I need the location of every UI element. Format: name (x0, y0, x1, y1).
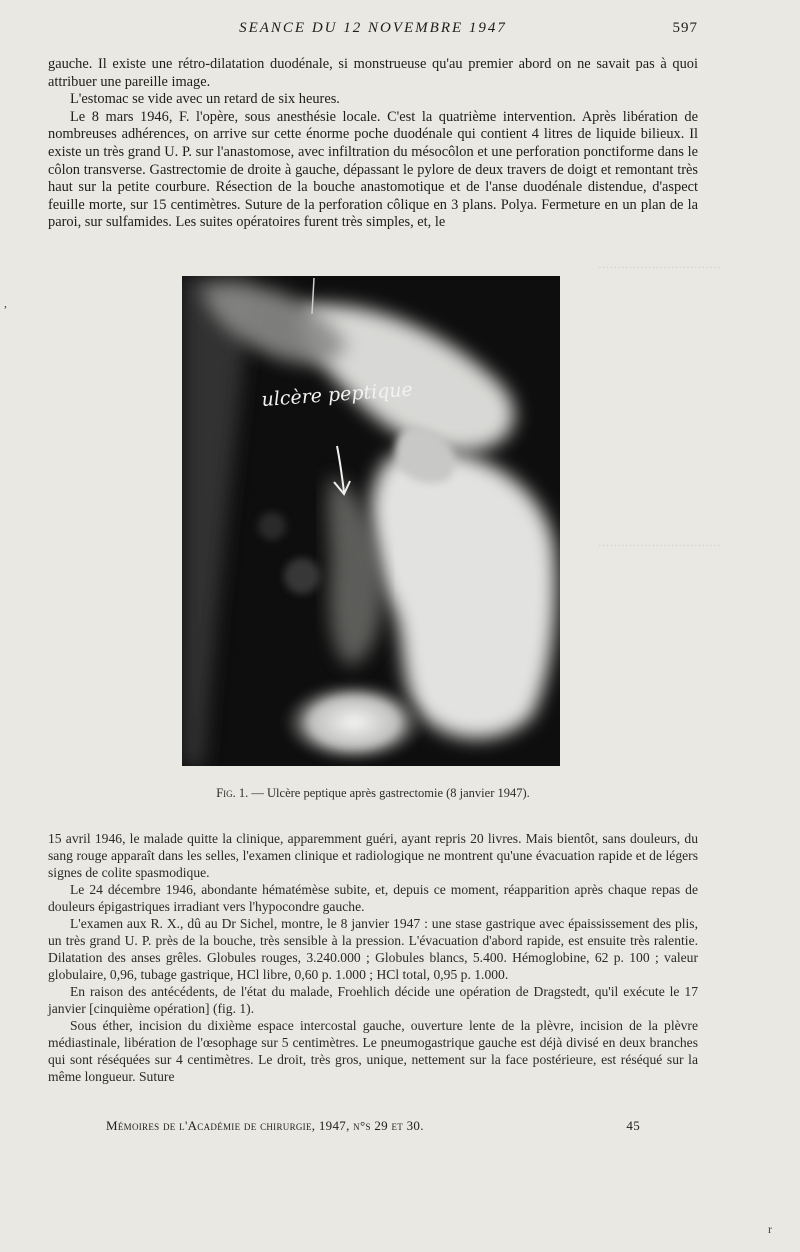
footer-sheet-number: 45 (626, 1118, 640, 1133)
paragraph: Le 24 décembre 1946, abondante hématémèse subite, et, depuis ce moment, réapparition après chaque repas de douleurs épigastriques irradiant vers l'hypocondre gauche. (48, 882, 698, 914)
text-block-top (48, 56, 698, 232)
figure-caption-text: — Ulcère peptique après gastrectomie (8 janvier 1947). (251, 786, 530, 800)
figure-caption (48, 786, 698, 801)
paragraph: gauche. Il existe une rétro-dilatation duodénale, si monstrueuse qu'au premier abord on ne savait pas à quoi attribuer une pareille image. (48, 56, 698, 90)
bleed-through-text: ································ (598, 540, 721, 552)
page-number: 597 (672, 20, 698, 36)
bleed-through-text: ································ (598, 262, 721, 274)
handwritten-label: ulcère peptique (260, 378, 414, 411)
xray-image (182, 276, 560, 766)
paragraph: Le 8 mars 1946, F. l'opère, sous anesthésie locale. C'est la quatrième intervention. Après libération de nombreuses adhérences, on arrive sur cette énorme poche duodénale qui contient 4 litres de liquide bilieux. Il existe un très grand U. P. sur l'anastomose, avec infiltration du mésocôlon et une perforation ponctiforme dans le côlon transverse. Gastrectomie de droite à gauche, dépassant le pylore de deux travers de doigt et remontant très haut sur la petite courbure. Résection de la bouche anastomotique et de l'anse duodénale distendue, d'aspect feuille morte, sur 15 centimètres. Suture de la perforation côlique en 3 plans. Polya. Fermeture en un plan de la paroi, sur sulfamides. Les suites opératoires furent très simples, et, le (48, 108, 698, 231)
margin-mark: r (768, 1222, 772, 1236)
paragraph: L'estomac se vide avec un retard de six heures. (70, 91, 340, 108)
paragraph: Sous éther, incision du dixième espace intercostal gauche, ouverture lente de la plèvre, incision de la plèvre médiastinale, libération de l'œsophage sur 5 centimètres. Le pneumogastrique gauche est déjà divisé en deux branches qui sont réséquées sur 4 centimètres. Le droit, très gros, unique, nettement sur la face postérieure, est réséqué sur la même longueur. Suture (48, 1018, 698, 1084)
xray-figure (182, 276, 560, 766)
margin-mark: , (4, 296, 7, 310)
text-block-bottom (48, 830, 698, 1085)
footer-journal: Mémoires de l'Académie de chirurgie, 1947, n°s 29 et 30. (106, 1118, 424, 1133)
header-title: SEANCE DU 12 NOVEMBRE 1947 (239, 20, 507, 36)
paragraph: En raison des antécédents, de l'état du malade, Froehlich décide une opération de Dragstedt, qu'il exécute le 17 janvier [cinquième opération] (fig. 1). (48, 984, 698, 1016)
paragraph: L'examen aux R. X., dû au Dr Sichel, montre, le 8 janvier 1947 : une stase gastrique avec épaississement des plis, un très grand U. P. près de la bouche, très sensible à la pression. L'évacuation d'abord rapide, est ensuite très ralentie. Dilatation des anses grêles. Globules rouges, 3.240.000 ; Globules blancs, 5.400. Hémoglobine, 62 p. 100 ; valeur globulaire, 0,96, tubage gastrique, HCl libre, 0,60 p. 1.000 ; HCl total, 0,95 p. 1.000. (48, 916, 698, 982)
figure-number: Fig. 1. (216, 786, 249, 800)
paragraph: 15 avril 1946, le malade quitte la clinique, apparemment guéri, ayant repris 20 livres. Mais bientôt, sans douleurs, du sang rouge apparaît dans les selles, l'examen clinique et radiologique ne montrent qu'une évacuation rapide et de légers signes de colite spasmodique. (48, 831, 698, 880)
running-header (48, 20, 698, 42)
page-footer (106, 1118, 640, 1138)
